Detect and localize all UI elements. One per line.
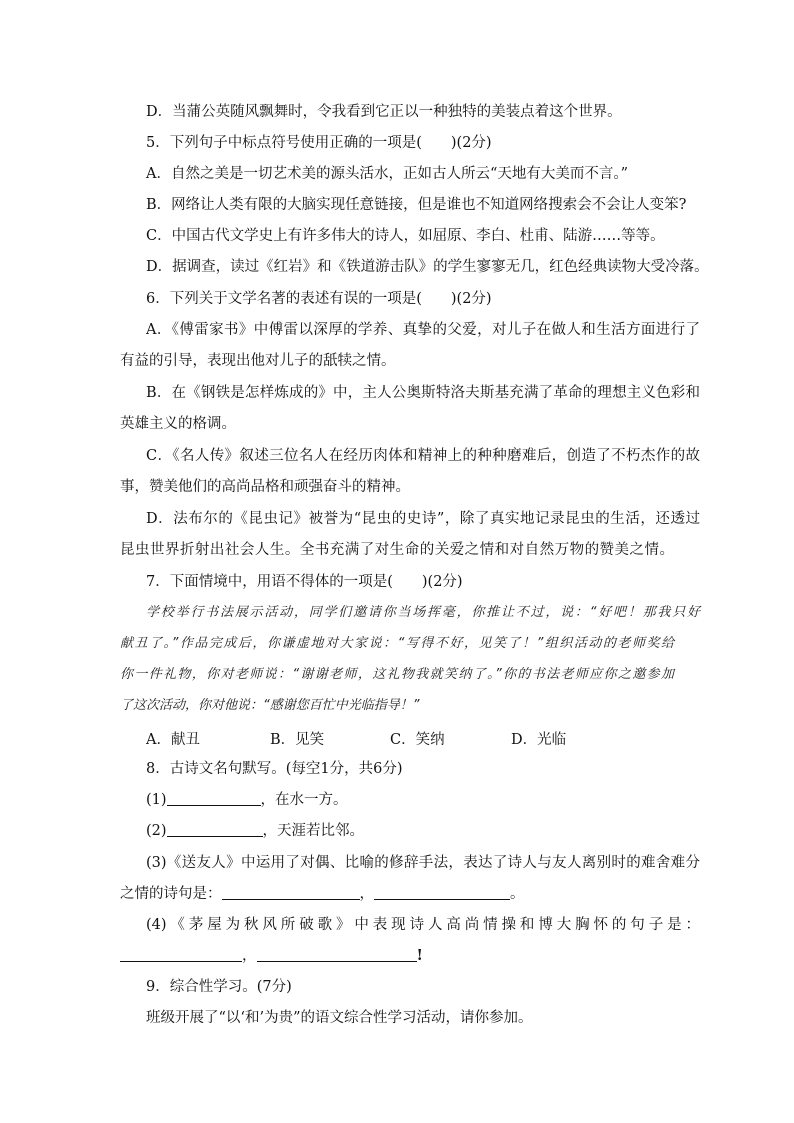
q5-option-c: C．中国古代文学史上有许多伟大的诗人，如屈原、李白、杜甫、陆游……等等。 <box>146 228 665 244</box>
q8-sub4-comma: ， <box>242 948 257 964</box>
q8-sub3-prefix: 之情的诗句是： <box>120 886 222 902</box>
q7-passage-line2: 献丑了。”作品完成后，你谦虚地对大家说：“写得不好，见笑了！”组织活动的老师奖给 <box>120 636 674 651</box>
q8-sub4-line2 <box>120 947 423 965</box>
q8-sub2-text: ，天涯若比邻。 <box>262 823 365 839</box>
q9-intro: 班级开展了“以‘和’为贵”的语文综合性学习活动，请你参加。 <box>146 1010 533 1026</box>
q8-sub3-period: 。 <box>510 886 525 902</box>
q7-option-a: A．献丑 <box>146 732 200 748</box>
q8-sub1-blank[interactable] <box>167 791 261 806</box>
q7-option-c: C．笑纳 <box>390 732 445 748</box>
q8-sub2-blank[interactable] <box>167 822 263 837</box>
q6-option-a-line2: 有益的引导，表现出他对儿子的舐犊之情。 <box>120 353 396 369</box>
q6-option-b-line1: B．在《钢铁是怎样炼成的》中，主人公奥斯特洛夫斯基充满了革命的理想主义色彩和 <box>146 385 700 401</box>
q8-sub4-blank1[interactable] <box>120 947 242 962</box>
q8-sub1-number: (1) <box>146 792 167 808</box>
q5-option-a: A．自然之美是一切艺术美的源头活水，正如古人所云“天地有大美而不言。” <box>146 166 629 182</box>
q9-stem: 9．综合性学习。(7分) <box>146 979 292 995</box>
q5-option-d: D．据调查，读过《红岩》和《铁道游击队》的学生寥寥无几，红色经典读物大受冷落。 <box>146 259 709 275</box>
q6-option-a-line1: A．《傅雷家书》中傅雷以深厚的学养、真挚的父爱，对儿子在做人和生活方面进行了 <box>146 322 700 338</box>
q7-option-b: B．见笑 <box>270 732 325 748</box>
q8-sub4-blank2[interactable] <box>257 947 417 962</box>
q8-sub1-text: ，在水一方。 <box>260 792 348 808</box>
q8-sub4-line1: (4)《茅屋为秋风所破歌》中表现诗人高尚情操和博大胸怀的句子是： <box>146 917 700 933</box>
q7-passage-line3: 你一件礼物，你对老师说：“谢谢老师，这礼物我就笑纳了。”你的书法老师应你之邀参加 <box>120 667 674 682</box>
q8-sub3-line2 <box>120 885 525 903</box>
q8-sub2-number: (2) <box>146 823 167 839</box>
q6-option-d-line2: 昆虫世界折射出社会人生。全书充满了对生命的关爱之情和对自然万物的赞美之情。 <box>120 542 674 558</box>
q4-option-d: D．当蒲公英随风飘舞时，令我看到它正以一种独特的美装点着这个世界。 <box>146 104 622 120</box>
q6-option-c-line2: 事，赞美他们的高尚品格和顽强奋斗的精神。 <box>120 479 410 495</box>
q8-stem: 8．古诗文名句默写。(每空1分，共6分) <box>146 761 403 777</box>
q6-option-b-line2: 英雄主义的格调。 <box>120 416 236 432</box>
q6-stem: 6．下列关于文学名著的表述有误的一项是( )(2分) <box>146 291 492 307</box>
q8-sub3-blank2[interactable] <box>374 885 510 900</box>
q7-passage-line1: 学校举行书法展示活动，同学们邀请你当场挥毫，你推让不过，说：“好吧！那我只好 <box>146 605 700 620</box>
q5-option-b: B．网络让人类有限的大脑实现任意链接，但是谁也不知道网络搜索会不会让人变笨? <box>146 197 687 213</box>
q6-option-d-line1: D．法布尔的《昆虫记》被誉为“昆虫的史诗”，除了真实地记录昆虫的生活，还透过 <box>146 511 700 527</box>
q7-passage-line4: 了这次活动，你对他说：“感谢您百忙中光临指导！” <box>120 698 420 713</box>
q8-sub3-blank1[interactable] <box>222 885 360 900</box>
q8-sub2 <box>146 822 364 840</box>
q6-option-c-line1: C．《名人传》叙述三位名人在经历肉体和精神上的种种磨难后，创造了不朽杰作的故 <box>146 448 700 464</box>
q8-sub3-line1: (3)《送友人》中运用了对偶、比喻的修辞手法，表达了诗人与友人离别时的难舍难分 <box>146 855 700 871</box>
q8-sub3-comma: ， <box>359 886 374 902</box>
q7-option-d: D．光临 <box>511 732 567 748</box>
q8-sub4-exclaim: ! <box>416 947 423 964</box>
q7-stem: 7．下面情境中，用语不得体的一项是( )(2分) <box>146 574 463 590</box>
q8-sub1 <box>146 791 348 809</box>
q5-stem: 5．下列句子中标点符号使用正确的一项是( )(2分) <box>146 135 492 151</box>
